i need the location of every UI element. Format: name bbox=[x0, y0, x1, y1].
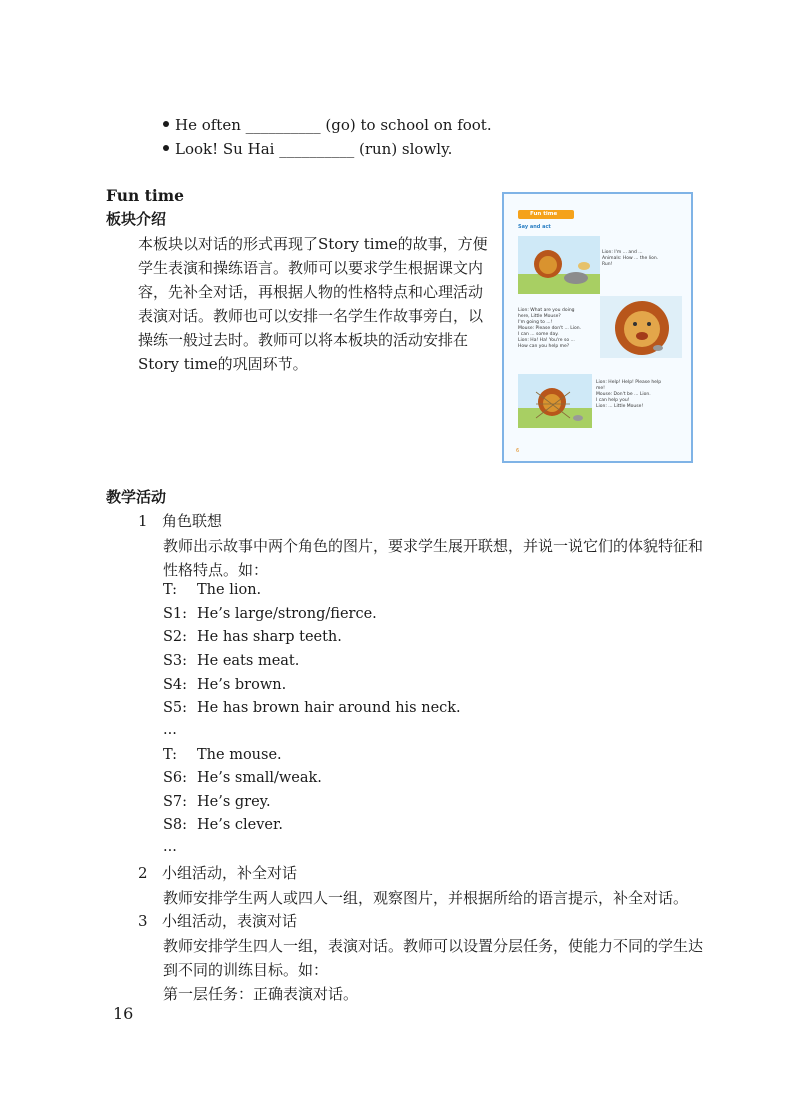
thumb-subheader: Say and act bbox=[518, 224, 551, 230]
dialog-line: S8: He’s clever. bbox=[163, 817, 283, 833]
dialog-line: S2: He has sharp teeth. bbox=[163, 629, 342, 645]
bullet-dot-icon bbox=[163, 121, 169, 127]
bullet-dot-icon bbox=[163, 145, 169, 151]
panel1-text: Lion: I'm ... and ... Animals: How ... the lion. Run! bbox=[602, 250, 659, 267]
bullet-item bbox=[163, 116, 492, 134]
lion-in-net-illustration bbox=[518, 374, 592, 428]
intro-paragraph bbox=[138, 232, 488, 376]
intro-line: 本板块以对话的形式再现了Story time的故事，方便 bbox=[138, 235, 488, 253]
page-number: 16 bbox=[113, 1004, 134, 1023]
dialog-ellipsis: ... bbox=[163, 722, 177, 738]
panel2-text: Lion: What are you doing here, Little Mouse? I'm going to ...! Mouse: Please don't ... Lion. I can ... some day. Lion: Ha! Ha! You're so ... How can you help me? bbox=[518, 308, 581, 349]
dialog-line: T: The lion. bbox=[163, 582, 262, 598]
intro-heading: 板块介绍 bbox=[106, 210, 167, 228]
dialog-line: S6: He’s small/weak. bbox=[163, 770, 322, 786]
activity-item-3-title: 3 小组活动，表演对话 bbox=[138, 912, 298, 930]
intro-line: 操练一般过去时。教师可以将本板块的活动安排在 bbox=[138, 331, 469, 349]
bullet-text: He often __________ (go) to school on foot. bbox=[175, 116, 492, 134]
intro-line: 表演对话。教师也可以安排一名学生作故事旁白，以 bbox=[138, 307, 484, 325]
activity-item-1-description: 教师出示故事中两个角色的图片，要求学生展开联想，并说一说它们的体貌特征和 性格特点。如： bbox=[163, 537, 704, 579]
thumb-page-number: 6 bbox=[516, 448, 520, 454]
dialog-line: T: The mouse. bbox=[163, 747, 282, 763]
dialog-line: S1: He’s large/strong/fierce. bbox=[163, 606, 377, 622]
dialog-line: S7: He’s grey. bbox=[163, 794, 271, 810]
dialog-line: S5: He has brown hair around his neck. bbox=[163, 700, 461, 716]
lion-animals-illustration bbox=[518, 236, 600, 294]
activities-heading: 教学活动 bbox=[106, 488, 167, 506]
dialog-line: S4: He’s brown. bbox=[163, 677, 287, 693]
section-title: Fun time bbox=[106, 186, 184, 205]
intro-line: Story time的巩固环节。 bbox=[138, 355, 308, 373]
bullet-text: Look! Su Hai __________ (run) slowly. bbox=[175, 140, 453, 158]
activity-item-3-description: 教师安排学生四人一组，表演对话。教师可以设置分层任务，使能力不同的学生达 到不同的训练目标。如： 第一层任务：正确表演对话。 bbox=[163, 937, 704, 1003]
textbook-page-thumbnail bbox=[502, 192, 693, 463]
activity-item-1-title: 1 角色联想 bbox=[138, 512, 223, 530]
dialog-ellipsis: ... bbox=[163, 839, 177, 855]
activity-item-2-description: 教师安排学生两人或四人一组，观察图片，并根据所给的语言提示，补全对话。 bbox=[163, 889, 689, 907]
intro-line: 学生表演和操练语言。教师可以要求学生根据课文内 bbox=[138, 259, 484, 277]
panel3-text: Lion: Help! Help! Please help me! Mouse: Don't be ... Lion. I can help you! Lion: ... Little Mouse! bbox=[596, 380, 662, 409]
lion-face-illustration bbox=[600, 296, 682, 358]
thumb-header: Fun time bbox=[530, 211, 558, 217]
intro-line: 容，先补全对话，再根据人物的性格特点和心理活动 bbox=[138, 283, 484, 301]
dialog-line: S3: He eats meat. bbox=[163, 653, 300, 669]
bullet-item bbox=[163, 140, 452, 158]
activity-item-2-title: 2 小组活动，补全对话 bbox=[138, 864, 298, 882]
